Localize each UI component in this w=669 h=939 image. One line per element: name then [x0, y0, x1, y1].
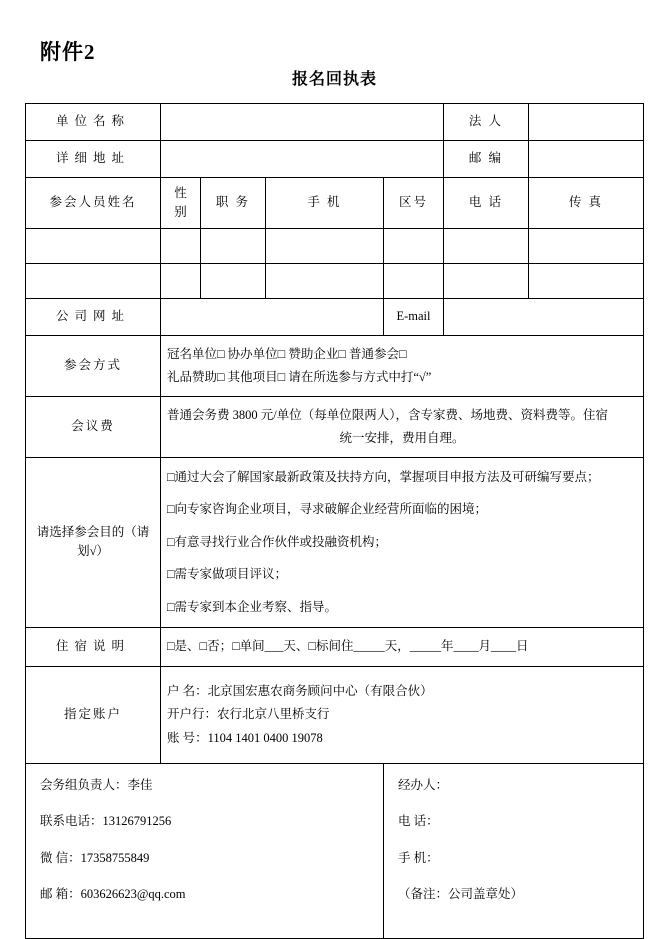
- header-area-code: 区号: [384, 178, 444, 229]
- field-legal-person[interactable]: [529, 104, 644, 141]
- label-website: 公司网址: [26, 299, 161, 336]
- field-attendee-telephone[interactable]: [444, 264, 529, 299]
- field-postcode[interactable]: [529, 141, 644, 178]
- footer-contact-phone: 联系电话：13126791256: [40, 814, 172, 829]
- table-row: [26, 264, 644, 299]
- accommodation-value[interactable]: □是、□否；□单间___天、□标间住_____天，_____年____月____日: [161, 627, 644, 666]
- footer-right-block: [384, 763, 644, 938]
- field-attendee-fax[interactable]: [529, 264, 644, 299]
- table-row-attendee-headers: [26, 178, 644, 229]
- footer-organizer: 会务组负责人：李佳: [40, 777, 153, 792]
- header-position: 职 务: [201, 178, 266, 229]
- label-purpose: [26, 458, 161, 628]
- label-postcode: 邮 编: [444, 141, 529, 178]
- footer-stamp-note: （备注：公司盖章处）: [398, 887, 524, 901]
- purpose-option-5[interactable]: □需专家到本企业考察、指导。: [167, 599, 338, 614]
- table-row-purpose: [26, 458, 644, 628]
- table-row-accommodation: [26, 627, 644, 666]
- field-unit-name[interactable]: [161, 104, 444, 141]
- field-attendee-position[interactable]: [201, 229, 266, 264]
- account-detail: [161, 666, 644, 763]
- table-row-address: [26, 141, 644, 178]
- label-meeting-fee: 会议费: [26, 397, 161, 458]
- table-row-participation: [26, 336, 644, 397]
- field-attendee-area-code[interactable]: [384, 264, 444, 299]
- label-purpose-line2: 划√）: [77, 544, 109, 559]
- field-address[interactable]: [161, 141, 444, 178]
- label-unit-name: 单位名称: [26, 104, 161, 141]
- field-attendee-position[interactable]: [201, 264, 266, 299]
- meeting-fee-detail: [161, 397, 644, 458]
- footer-wechat: 微 信：17358755849: [40, 850, 150, 865]
- meeting-fee-line1: 普通会务费 3800 元/单位（每单位限两人），含专家费、场地费、资料费等。住宿: [167, 407, 608, 422]
- field-attendee-fax[interactable]: [529, 229, 644, 264]
- field-attendee-mobile[interactable]: [266, 264, 384, 299]
- field-attendee-name[interactable]: [26, 264, 161, 299]
- header-mobile: 手 机: [266, 178, 384, 229]
- label-email: E-mail: [384, 299, 444, 336]
- table-row-unit-name: [26, 104, 644, 141]
- field-email[interactable]: [444, 299, 644, 336]
- table-row-fee: [26, 397, 644, 458]
- table-row-website: [26, 299, 644, 336]
- purpose-option-2[interactable]: □向专家咨询企业项目，寻求破解企业经营所面临的困境；: [167, 502, 488, 517]
- footer-telephone[interactable]: 电 话：: [398, 814, 439, 829]
- table-row-account: [26, 666, 644, 763]
- purpose-option-3[interactable]: □有意寻找行业合作伙伴或投融资机构；: [167, 534, 388, 549]
- label-legal-person: 法 人: [444, 104, 529, 141]
- label-address: 详细地址: [26, 141, 161, 178]
- field-attendee-area-code[interactable]: [384, 229, 444, 264]
- footer-left-block: [26, 763, 384, 938]
- label-purpose-line1: 请选择参会目的（请: [36, 525, 150, 540]
- field-attendee-gender[interactable]: [161, 229, 201, 264]
- account-name-line: 户 名：北京国宏惠农商务顾问中心（有限合伙）: [167, 683, 433, 698]
- header-telephone: 电 话: [444, 178, 529, 229]
- account-number-line: 账 号：1104 1401 0400 19078: [167, 730, 323, 745]
- account-bank-line: 开户行：农行北京八里桥支行: [167, 707, 330, 722]
- label-designated-account: 指定账户: [26, 666, 161, 763]
- footer-handler[interactable]: 经办人：: [398, 777, 449, 792]
- purpose-options[interactable]: [161, 458, 644, 628]
- meeting-fee-line2: 统一安排，费用自理。: [339, 431, 465, 445]
- purpose-option-4[interactable]: □需专家做项目评议；: [167, 567, 288, 582]
- participation-options[interactable]: [161, 336, 644, 397]
- table-row-footer-contacts: [26, 763, 644, 938]
- label-accommodation: 住宿说明: [26, 627, 161, 666]
- participation-options-line1: 冠名单位□ 协办单位□ 赞助企业□ 普通参会□: [167, 346, 407, 361]
- field-attendee-mobile[interactable]: [266, 229, 384, 264]
- registration-form-table: [25, 103, 644, 939]
- page-title: 报名回执表: [291, 71, 377, 88]
- footer-mobile[interactable]: 手 机：: [398, 850, 439, 865]
- header-attendee-name: 参会人员姓名: [26, 178, 161, 229]
- header-fax: 传 真: [529, 178, 644, 229]
- field-attendee-name[interactable]: [26, 229, 161, 264]
- header-gender: 性 别: [161, 178, 201, 229]
- field-website[interactable]: [161, 299, 384, 336]
- attachment-label: 附件2: [40, 40, 96, 64]
- field-attendee-gender[interactable]: [161, 264, 201, 299]
- field-attendee-telephone[interactable]: [444, 229, 529, 264]
- table-row: [26, 229, 644, 264]
- label-participation-mode: 参会方式: [26, 336, 161, 397]
- participation-options-line2: 礼品赞助□ 其他项目□ 请在所选参与方式中打“√”: [167, 370, 432, 384]
- purpose-option-1[interactable]: □通过大会了解国家最新政策及扶持方向，掌握项目申报方法及可研编写要点；: [167, 470, 600, 484]
- footer-email: 邮 箱：603626623@qq.com: [40, 887, 186, 901]
